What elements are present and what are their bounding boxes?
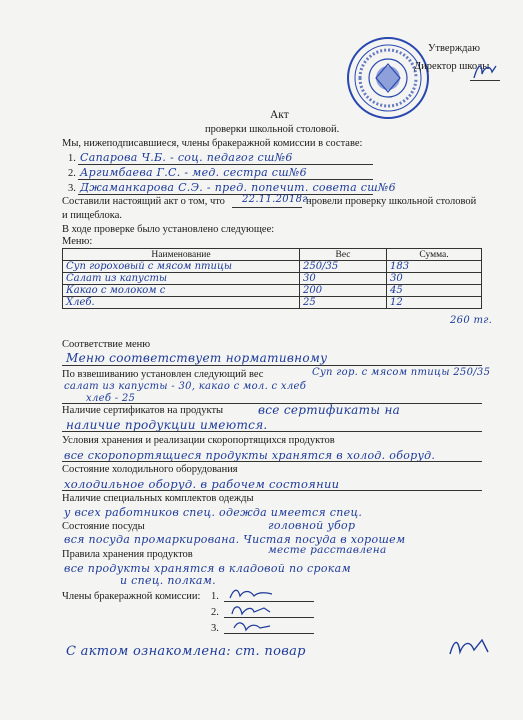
fridge-value: холодильное оборуд. в рабочем состоянии [64,477,340,491]
row-sum: 183 [387,261,482,273]
director-line [470,80,500,81]
row-name: Салат из капусты [63,273,300,285]
row-name: Суп гороховый с мясом птицы [63,261,300,273]
clothing-label: Наличие специальных комплектов одежды [62,493,254,504]
row-weight: 250/35 [300,261,387,273]
table-row [63,297,482,309]
act-title: Акт [270,109,289,121]
member-line-2 [78,179,373,180]
cook-signature [448,636,492,658]
menu-match-value: Меню соответствует нормативному [66,351,328,365]
dishes-value: вся посуда промаркирована. Чистая посуда в хорошем [64,533,406,546]
weighing-line1: Суп гор. с мясом птицы 250/35 [312,367,491,378]
row-weight: 25 [300,297,387,309]
certificates-line [62,431,482,432]
row-weight: 200 [300,285,387,297]
row-sum: 30 [387,273,482,285]
footer-note: С актом ознакомлена: ст. повар [66,644,306,659]
menu-total: 260 тг. [450,315,493,326]
weighing-line2: салат из капусты - 30, какао с мол. с хлеб [64,381,307,392]
fridge-line [62,490,482,491]
storage-label: Условия хранения и реализации скоропортящихся продуктов [62,435,335,446]
header-name: Наименование [63,249,300,261]
menu-match-label: Соответствие меню [62,339,151,350]
weighing-line3: хлеб - 25 [86,393,136,404]
member-num-3: 3. [68,183,76,194]
member-line-1 [78,164,373,165]
found-text: В ходе проверке было установлено следующее: [62,224,275,235]
row-sum: 45 [387,285,482,297]
director-signature [470,60,500,82]
signatures-label: Члены бракеражной комиссии: [62,591,201,602]
member-num-2: 2. [68,168,76,179]
date-line [232,207,302,208]
member-1: Сапарова Ч.Б. - соц. педагог сш№6 [80,151,293,164]
storage-line [62,461,482,462]
signature-num-2: 2. [211,607,219,618]
menu-label: Меню: [62,236,93,247]
signature-num-3: 3. [211,623,219,634]
certificates-label: Наличие сертификатов на продукты [62,405,224,416]
row-sum: 12 [387,297,482,309]
composed-date: 22.11.2018г. [242,194,312,205]
composed-line2: и пищеблока. [62,210,123,221]
header-sum: Сумма. [387,249,482,261]
menu-table [62,248,482,309]
fridge-label: Состояние холодильного оборудования [62,464,238,475]
header-weight: Вес [300,249,387,261]
composed-prefix: Составили настоящий акт о том, что [62,196,225,207]
signature-2 [230,602,274,618]
rules-value: все продукты хранятся в кладовой по срокам [64,562,351,575]
member-line-3 [78,194,373,195]
row-name: Хлеб. [63,297,300,309]
row-name: Какао с молоком с [63,285,300,297]
menu-table-header [63,249,482,261]
intro-text: Мы, нижеподписавшиеся, члены бракеражной комиссии в составе: [62,138,363,149]
row-weight: 30 [300,273,387,285]
menu-match-line [62,365,482,366]
table-row [63,261,482,273]
signature-num-1: 1. [211,591,219,602]
rules-label: Правила хранения продуктов [62,549,193,560]
certificates-line2: наличие продукции имеются. [66,418,268,432]
dishes-value2: месте расставлена [268,544,387,556]
certificates-line1: все сертификаты на [258,403,401,417]
rules-value2: и спец. полкам. [120,574,216,587]
member-num-1: 1. [68,153,76,164]
composed-suffix: провели проверку школьной столовой [306,196,477,207]
signature-3 [232,618,276,634]
approve-label: Утверждаю [428,43,480,54]
director-label: Директор школы [414,61,490,72]
storage-value: все скоропортящиеся продукты хранятся в холод. оборуд. [64,449,436,462]
signature-1 [228,586,278,602]
member-2: Аргимбаева Г.С. - мед. сестра сш№6 [80,166,307,179]
member-3: Джаманкарова С.Э. - пред. попечит. совета сш№6 [80,181,396,194]
table-row [63,273,482,285]
school-stamp [346,36,430,120]
clothing-value: у всех работников спец. одежда имеется спец. [64,506,363,519]
table-row [63,285,482,297]
dishes-label: Состояние посуды [62,521,145,532]
act-subtitle: проверки школьной столовой. [205,124,340,135]
weighing-label: По взвешиванию установлен следующий вес [62,369,264,380]
clothing-value2: головной убор [268,519,356,532]
